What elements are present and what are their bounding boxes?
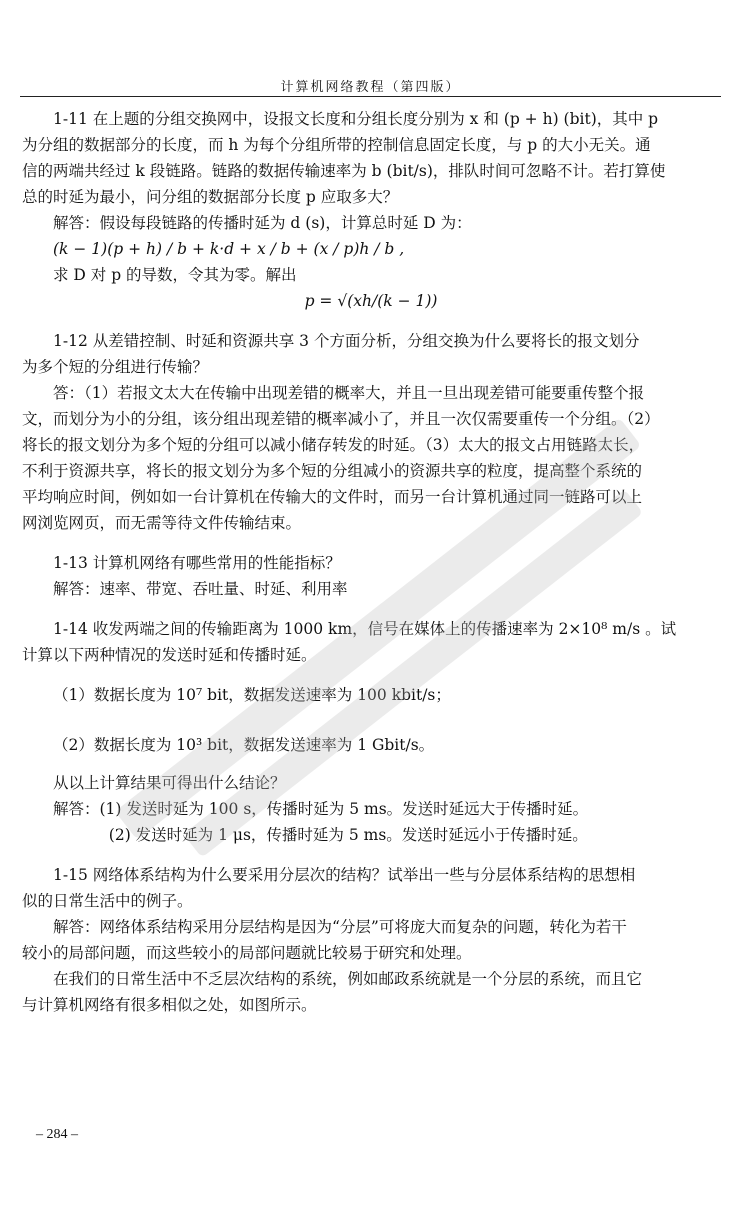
answer-text: 不利于资源共享，将长的报文划分为多个短的分组减小的资源共享的粒度，提高整个系统的 bbox=[22, 462, 643, 480]
question-text: 似的日常生活中的例子。 bbox=[22, 892, 193, 910]
answer-text: 将长的报文划分为多个短的分组可以减小储存转发的时延。（3）太大的报文占用链路太长， bbox=[22, 436, 645, 454]
page-number: – 284 – bbox=[36, 1127, 78, 1142]
question-text: 1-14 收发两端之间的传输距离为 1000 km，信号在媒体上的传播速率为 2×10⁸ m/s 。试 bbox=[53, 620, 677, 638]
answer-text: (2) 发送时延为 1 μs，传播时延为 5 ms。发送时延远小于传播时延。 bbox=[108, 826, 588, 844]
answer-text: 解答：假设每段链路的传播时延为 d (s)，计算总时延 D 为： bbox=[53, 214, 472, 232]
question-text: 为分组的数据部分的长度，而 h 为每个分组所带的控制信息固定长度，与 p 的大小无关。通 bbox=[22, 136, 651, 154]
question-text: 为多个短的分组进行传输？ bbox=[22, 358, 209, 376]
case-1: （1）数据长度为 10⁷ bit，数据发送速率为 100 kbit/s； bbox=[53, 686, 451, 704]
question-1-13 bbox=[22, 550, 720, 602]
question-text: 1-11 在上题的分组交换网中，设报文长度和分组长度分别为 x 和 (p + h) (bit)，其中 p bbox=[53, 110, 659, 128]
running-header: 计算机网络教程（第四版） bbox=[280, 80, 461, 95]
question-text: 信的两端共经过 k 段链路。链路的数据传输速率为 b (bit/s)，排队时间可忽略不计。若打算使 bbox=[22, 162, 666, 180]
answer-text: 解答：(1) 发送时延为 100 s，传播时延为 5 ms。发送时延远大于传播时延。 bbox=[53, 800, 589, 818]
answer-text: 与计算机网络有很多相似之处，如图所示。 bbox=[22, 996, 317, 1014]
question-text: 1-13 计算机网络有哪些常用的性能指标？ bbox=[53, 554, 341, 572]
question-1-14 bbox=[22, 616, 720, 848]
question-text: 1-12 从差错控制、时延和资源共享 3 个方面分析，分组交换为什么要将长的报文划分 bbox=[53, 332, 640, 350]
answer-text: 平均响应时间，例如如一台计算机在传输大的文件时，而另一台计算机通过同一链路可以上 bbox=[22, 488, 643, 506]
answer-text: 文，而划分为小的分组，该分组出现差错的概率减小了，并且一次仅需要重传一个分组。（2） bbox=[22, 410, 660, 428]
question-text: 总的时延为最小，问分组的数据部分长度 p 应取多大？ bbox=[22, 188, 399, 206]
answer-text: 解答：速率、带宽、吞吐量、时延、利用率 bbox=[53, 580, 348, 598]
answer-text: 网浏览网页，而无需等待文件传输结束。 bbox=[22, 514, 302, 532]
answer-text: 解答：网络体系结构采用分层结构是因为“分层”可将庞大而复杂的问题，转化为若干 bbox=[53, 918, 627, 936]
question-text: 1-15 网络体系结构为什么要采用分层次的结构？试举出一些与分层体系结构的思想相 bbox=[53, 866, 636, 884]
question-1-15 bbox=[22, 862, 720, 1018]
question-1-12 bbox=[22, 328, 720, 536]
formula-total-delay: (k − 1)(p + h) / b + k·d + x / b + (x / p)h / b , bbox=[53, 240, 405, 258]
question-text: 计算以下两种情况的发送时延和传播时延。 bbox=[22, 646, 317, 664]
answer-text: 在我们的日常生活中不乏层次结构的系统，例如邮政系统就是一个分层的系统，而且它 bbox=[53, 970, 643, 988]
answer-text: 答：（1）若报文太大在传输中出现差错的概率大，并且一旦出现差错可能要重传整个报 bbox=[53, 384, 645, 402]
page-content bbox=[22, 106, 720, 1018]
question-text: 从以上计算结果可得出什么结论？ bbox=[53, 774, 286, 792]
formula-optimal-p: p = √(xh/(k − 1)) bbox=[304, 292, 438, 310]
answer-text: 求 D 对 p 的导数，令其为零。解出 bbox=[53, 266, 297, 284]
answer-text: 较小的局部问题，而这些较小的局部问题就比较易于研究和处理。 bbox=[22, 944, 472, 962]
question-1-11 bbox=[22, 106, 720, 314]
case-2: （2）数据长度为 10³ bit，数据发送速率为 1 Gbit/s。 bbox=[53, 736, 435, 754]
header-rule bbox=[20, 96, 721, 97]
